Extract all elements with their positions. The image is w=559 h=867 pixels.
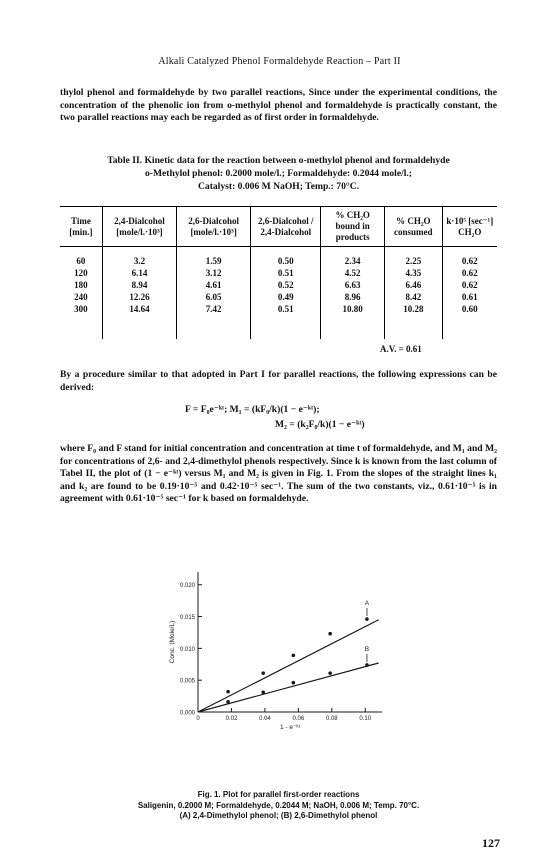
average-value: A.V. = 0.61 — [380, 344, 422, 354]
y-tick-label: 0.000 — [179, 710, 195, 717]
data-point-a — [261, 671, 265, 675]
x-tick-label: 0.08 — [325, 716, 338, 722]
series-label-b: B — [364, 645, 370, 653]
figure-caption-title: Fig. 1. Plot for parallel first-order reactions — [197, 790, 360, 799]
table-cell: 3.12 — [177, 267, 251, 279]
data-point-a — [365, 617, 369, 621]
table-cell: 6.46 — [385, 279, 443, 291]
derivation-paragraph-text: By a procedure similar to that adopted in Part I for parallel reactions, the following expressions can be derived: — [60, 369, 497, 393]
table-cell: 8.94 — [102, 279, 176, 291]
col-header-k: k·10⁵ [sec⁻¹] CH₂O — [442, 207, 497, 247]
table-cell: 0.60 — [442, 303, 497, 339]
x-tick-label: 0.04 — [259, 716, 271, 722]
data-point-b — [328, 671, 332, 675]
table-cell: 4.61 — [177, 279, 251, 291]
y-tick-label: 0.020 — [179, 583, 195, 590]
discussion-paragraph — [60, 443, 497, 506]
data-point-a — [292, 654, 296, 658]
table-cell: 10.28 — [385, 303, 443, 339]
x-tick-label: 0.02 — [225, 716, 238, 722]
table-cell: 4.35 — [385, 267, 443, 279]
x-tick-label: 0.10 — [359, 716, 372, 722]
table-cell: 60 — [76, 256, 86, 266]
table-cell: 0.62 — [442, 267, 497, 279]
chart-plot-area — [169, 572, 382, 731]
y-tick-label: 0.015 — [179, 615, 195, 622]
series-line-b — [198, 663, 379, 712]
figure-1-chart — [150, 560, 400, 785]
data-point-b — [365, 663, 369, 667]
table-cell: 6.05 — [177, 291, 251, 303]
kinetic-data-table — [60, 206, 497, 339]
table-cell: 10.80 — [321, 303, 385, 339]
table-cell: 1.59 — [177, 247, 251, 268]
table-cell: 240 — [74, 292, 88, 302]
table-row — [60, 291, 497, 303]
col-header-24-dialcohol: 2,4-Dialcohol [mole/l.·10³] — [102, 207, 176, 247]
figure-caption — [60, 790, 497, 822]
x-axis-label: 1 - e⁻ᵏᵗ — [279, 724, 301, 731]
table-cell: 0.52 — [251, 279, 321, 291]
table-cell: 120 — [74, 268, 88, 278]
intro-paragraph — [60, 87, 497, 125]
figure-caption-conditions: Saligenin, 0.2000 M; Formaldehyde, 0.2044 M; NaOH, 0.006 M; Temp. 70°C. — [137, 800, 420, 810]
table-caption-catalyst: Catalyst: 0.006 M NaOH; Temp.: 70°C. — [197, 180, 360, 192]
table-cell: 8.96 — [321, 291, 385, 303]
data-point-b — [226, 700, 230, 704]
col-header-ch2o-bound: % CH₂O bound in products — [321, 207, 385, 247]
intro-paragraph-text: thylol phenol and formaldehyde by two parallel reactions, Since under the experimental conditions, the concentration of the phenolic ion from o-methylol phenol and formaldehyde is practically constant, the two parallel reactions may each be regarded as of first order in formaldehyde. — [60, 87, 497, 124]
table-row — [60, 279, 497, 291]
table-row — [60, 303, 497, 339]
page-number: 127 — [482, 836, 500, 850]
table-cell: 0.62 — [442, 247, 497, 268]
formula-line-1: F = F₀e⁻ᵏᵗ; M₁ = (kF₀/k)(1 − e⁻ᵏᵗ); — [185, 404, 320, 415]
table-cell: 0.49 — [251, 291, 321, 303]
data-point-b — [261, 690, 265, 694]
table-cell: 2.25 — [385, 247, 443, 268]
table-cell: 12.26 — [102, 291, 176, 303]
x-tick-label: 0.06 — [292, 716, 305, 722]
x-tick-label: 0 — [196, 716, 200, 722]
col-header-time: Time [min.] — [60, 207, 102, 247]
table-caption-conditions: o-Methylol phenol: 0.2000 mole/l.; Formaldehyde: 0.2044 mole/l.; — [145, 167, 412, 179]
discussion-paragraph-text: where F₀ and F stand for initial concentration and concentration at time t of formaldehyde, and M₁ and M₂ for concentrations of 2,6- and 2,4-dimethylol phenols respectively. Since k is known from the last column of Tabel II, the plot of (1 − e⁻ᵏᵗ) versus M₁ and M₂ is given in Fig. 1. From the slopes of the straight lines k₁ and k₂ are found to be 0.19·10⁻⁵ and 0.42·10⁻⁵ sec⁻¹. The sum of the two constants, viz., 0.61·10⁻⁵ is in agreement with 0.61·10⁻⁵ sec⁻¹ for k based on formaldehyde. — [60, 443, 497, 505]
table-cell: 6.14 — [102, 267, 176, 279]
table-cell: 0.61 — [442, 291, 497, 303]
data-point-a — [328, 632, 332, 636]
table-cell: 0.50 — [251, 247, 321, 268]
table-cell: 4.52 — [321, 267, 385, 279]
data-point-a — [226, 690, 230, 694]
table-cell: 6.63 — [321, 279, 385, 291]
table-cell: 3.2 — [102, 247, 176, 268]
formula-line-2: M₂ = (k₂F₀/k)(1 − e⁻ᵏᵗ) — [275, 419, 365, 430]
table-cell: 0.62 — [442, 279, 497, 291]
col-header-ch2o-consumed: % CH₂O consumed — [385, 207, 443, 247]
table-cell: 0.51 — [251, 267, 321, 279]
table-cell: 14.64 — [102, 303, 176, 339]
data-point-b — [292, 681, 296, 685]
y-axis-label: Conc. (Mole/L) — [169, 620, 176, 664]
table-cell: 180 — [74, 280, 88, 290]
series-line-a — [198, 620, 379, 712]
col-header-26-dialcohol: 2,6-Dialcohol [mole/l.·10³] — [177, 207, 251, 247]
table-row — [60, 267, 497, 279]
col-header-ratio: 2,6-Dialcohol / 2,4-Dialcohol — [251, 207, 321, 247]
table-header-row — [60, 207, 497, 247]
table-caption-title: Table II. Kinetic data for the reaction between o-methylol phenol and formaldehyde — [107, 155, 450, 166]
table-cell: 0.51 — [251, 303, 321, 339]
table-row — [60, 247, 497, 268]
y-tick-label: 0.010 — [179, 646, 195, 653]
series-label-a: A — [364, 600, 370, 608]
table-cell: 300 — [74, 304, 88, 314]
figure-caption-legend: (A) 2,4-Dimethylol phenol; (B) 2,6-Dimethylol phenol — [179, 811, 378, 821]
running-header: Alkali Catalyzed Phenol Formaldehyde Reaction – Part II — [158, 56, 401, 67]
table-caption — [60, 155, 497, 193]
y-tick-label: 0.005 — [179, 678, 195, 685]
table-cell: 7.42 — [177, 303, 251, 339]
derivation-paragraph — [60, 369, 497, 394]
table-cell: 8.42 — [385, 291, 443, 303]
table-cell: 2.34 — [321, 247, 385, 268]
